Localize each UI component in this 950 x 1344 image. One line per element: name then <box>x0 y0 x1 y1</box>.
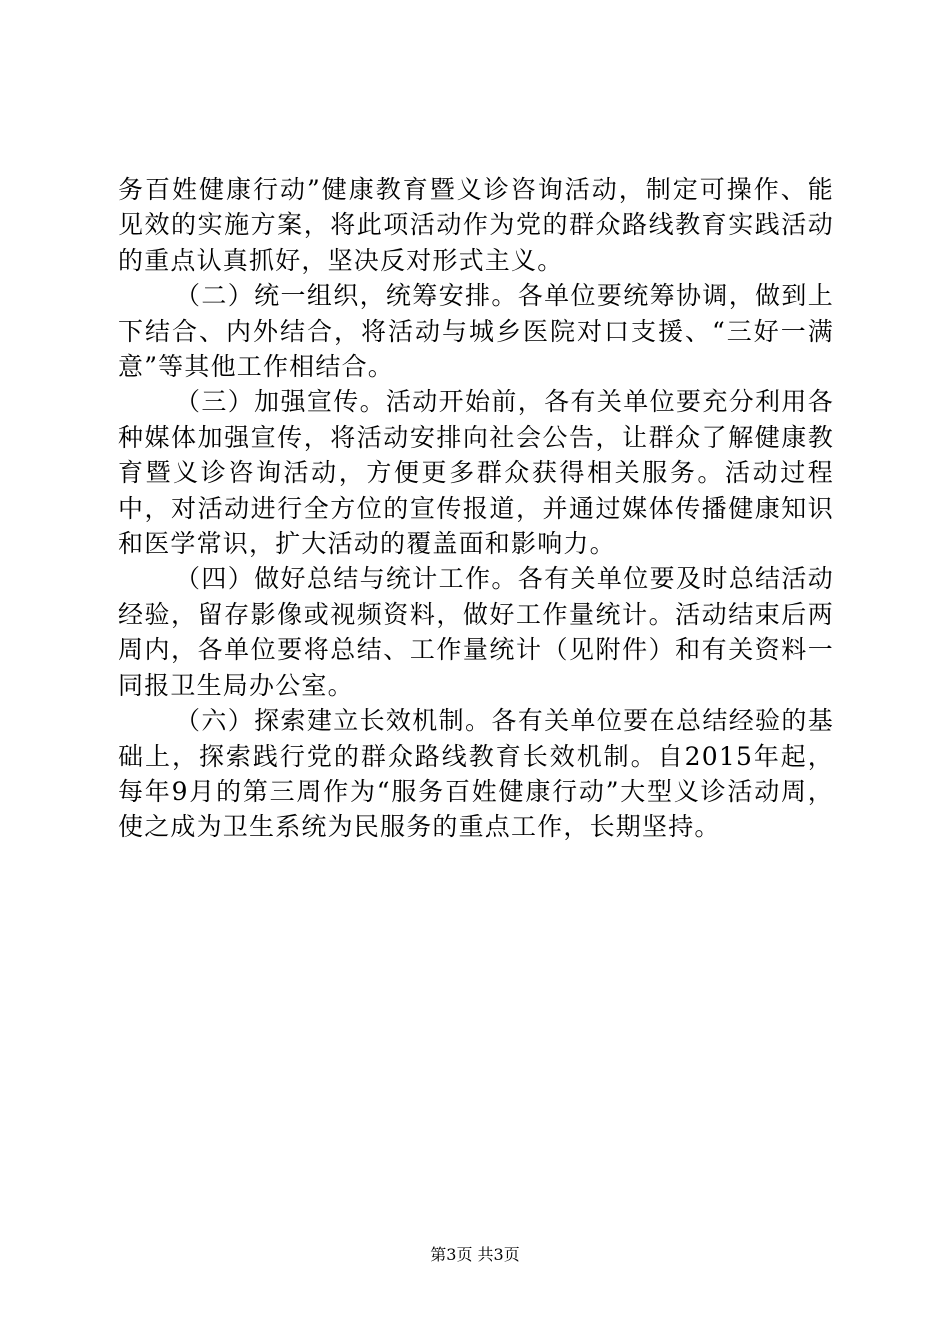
paragraph-long-term-mechanism: （六）探索建立长效机制。各有关单位要在总结经验的基础上，探索践行党的群众路线教育长效机制。自2015年起，每年9月的第三周作为“服务百姓健康行动”大型义诊活动周，使之成为卫生系统为民服务的重点工作，长期坚持。 <box>118 706 834 842</box>
page-footer: 第3页 共3页 <box>430 1245 520 1264</box>
document-body <box>118 172 834 845</box>
paragraph-unified-organization: （二）统一组织，统筹安排。各单位要统筹协调，做到上下结合、内外结合，将活动与城乡医院对口支援、“三好一满意”等其他工作相结合。 <box>118 281 834 382</box>
paragraph-summary-statistics: （四）做好总结与统计工作。各有关单位要及时总结活动经验，留存影像或视频资料，做好工作量统计。活动结束后两周内，各单位要将总结、工作量统计（见附件）和有关资料一同报卫生局办公室。 <box>118 564 834 700</box>
paragraph-continuation: 务百姓健康行动”健康教育暨义诊咨询活动，制定可操作、能见效的实施方案，将此项活动作为党的群众路线教育实践活动的重点认真抓好，坚决反对形式主义。 <box>118 175 834 275</box>
paragraph-publicity: （三）加强宣传。活动开始前，各有关单位要充分利用各种媒体加强宣传，将活动安排向社会公告，让群众了解健康教育暨义诊咨询活动，方便更多群众获得相关服务。活动过程中，对活动进行全方位的宣传报道，并通过媒体传播健康知识和医学常识，扩大活动的覆盖面和影响力。 <box>118 387 834 559</box>
